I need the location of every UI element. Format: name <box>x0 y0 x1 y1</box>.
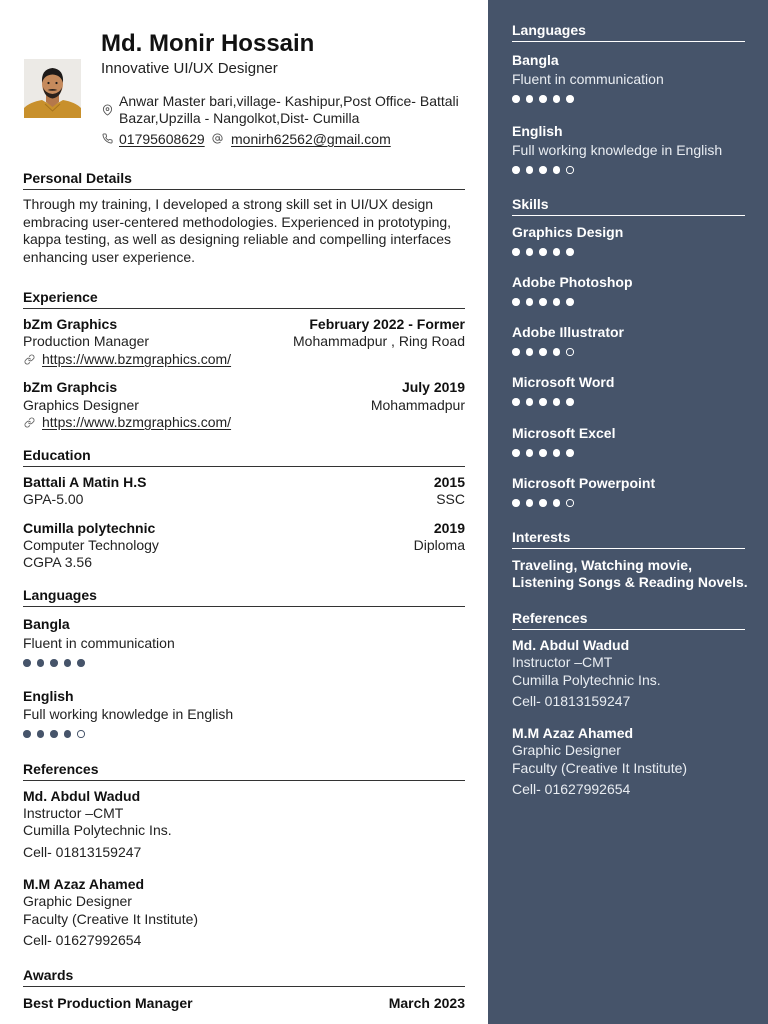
section-heading-experience: Experience <box>23 288 465 309</box>
rating-dot-filled <box>77 659 85 667</box>
map-pin-icon <box>102 104 113 116</box>
rating-dot-filled <box>526 95 534 103</box>
language-description: Full working knowledge in English <box>23 706 234 722</box>
rating-dot-filled <box>37 730 45 738</box>
sidebar-heading-references: References <box>512 609 745 630</box>
sidebar-heading-skills: Skills <box>512 195 745 216</box>
rating-dot-filled <box>512 248 520 256</box>
rating-dot-empty <box>77 730 85 738</box>
sidebar-reference-phone: Cell- 01627992654 <box>512 781 631 797</box>
personal-summary: Through my training, I developed a strong skill set in UI/UX design embracing user-centered methodologies. Experienced in prototyping, kappa testing, as well as designing reliable and compelling interfaces enhancing user experience. <box>23 196 452 265</box>
rating-dot-empty <box>566 499 574 507</box>
award-date: March 2023 <box>388 995 465 1011</box>
rating-dot-filled <box>23 730 31 738</box>
rating-dot-filled <box>512 398 520 406</box>
sidebar-heading-languages: Languages <box>512 21 745 42</box>
experience-role: Graphics Designer <box>23 397 139 413</box>
language-description: Fluent in communication <box>23 635 175 651</box>
rating-dot-filled <box>539 298 547 306</box>
rating-dot-filled <box>50 730 58 738</box>
rating-dot-filled <box>553 348 561 356</box>
sidebar-language-description: Full working knowledge in English <box>512 142 723 158</box>
sidebar-language-description: Fluent in communication <box>512 71 664 87</box>
rating-dot-filled <box>553 298 561 306</box>
education-detail: CGPA 3.56 <box>23 554 93 570</box>
rating-dot-filled <box>553 248 561 256</box>
experience-website-link[interactable]: https://www.bzmgraphics.com/ <box>42 414 232 430</box>
profile-photo <box>24 59 81 118</box>
rating-dot-filled <box>50 659 58 667</box>
sidebar-heading-interests: Interests <box>512 528 745 549</box>
section-heading-education: Education <box>23 446 465 467</box>
section-heading-awards: Awards <box>23 966 465 987</box>
sidebar-language-name: English <box>512 123 563 139</box>
rating-dot-filled <box>512 348 520 356</box>
education-school: Cumilla polytechnic <box>23 520 156 536</box>
skill-name: Microsoft Powerpoint <box>512 475 656 491</box>
rating-dot-filled <box>539 248 547 256</box>
rating-dot-filled <box>512 298 520 306</box>
skill-rating <box>512 248 574 256</box>
sidebar-language-rating <box>512 95 574 103</box>
rating-dot-filled <box>64 659 72 667</box>
rating-dot-empty <box>566 348 574 356</box>
rating-dot-filled <box>512 499 520 507</box>
sidebar-reference-position: Graphic Designer <box>512 742 621 758</box>
rating-dot-filled <box>526 298 534 306</box>
education-degree: SSC <box>436 491 465 507</box>
link-icon <box>24 417 35 428</box>
rating-dot-filled <box>566 248 574 256</box>
rating-dot-filled <box>526 449 534 457</box>
rating-dot-filled <box>539 95 547 103</box>
rating-dot-filled <box>553 449 561 457</box>
skill-rating <box>512 499 574 507</box>
rating-dot-filled <box>526 398 534 406</box>
rating-dot-filled <box>23 659 31 667</box>
language-rating <box>23 730 85 738</box>
section-heading-personal-details: Personal Details <box>23 169 465 190</box>
language-rating <box>23 659 85 667</box>
contact-address: Anwar Master bari,village- Kashipur,Post Office- Battali Bazar,Upzilla - Nangolkot,Dist- Cumilla <box>119 93 459 126</box>
skill-rating <box>512 298 574 306</box>
rating-dot-filled <box>64 730 72 738</box>
experience-company: bZm Graphcis <box>23 379 118 395</box>
skill-name: Adobe Illustrator <box>512 324 625 340</box>
education-detail: Computer Technology <box>23 537 159 553</box>
candidate-name: Md. Monir Hossain <box>101 30 315 57</box>
rating-dot-filled <box>553 499 561 507</box>
sidebar-reference-name: M.M Azaz Ahamed <box>512 725 634 741</box>
rating-dot-filled <box>566 449 574 457</box>
rating-dot-filled <box>512 95 520 103</box>
rating-dot-filled <box>526 499 534 507</box>
skill-name: Adobe Photoshop <box>512 274 633 290</box>
section-heading-references: References <box>23 760 465 781</box>
sidebar-reference-name: Md. Abdul Wadud <box>512 637 630 653</box>
reference-name: M.M Azaz Ahamed <box>23 876 145 892</box>
rating-dot-filled <box>553 398 561 406</box>
skill-rating <box>512 398 574 406</box>
rating-dot-filled <box>37 659 45 667</box>
phone-icon <box>102 133 113 144</box>
experience-location: Mohammadpur , Ring Road <box>293 333 465 349</box>
rating-dot-filled <box>539 348 547 356</box>
sidebar-language-name: Bangla <box>512 52 559 68</box>
section-heading-languages: Languages <box>23 586 465 607</box>
education-degree: Diploma <box>413 537 465 553</box>
reference-organization: Faculty (Creative It Institute) <box>23 911 199 927</box>
rating-dot-filled <box>539 166 547 174</box>
profile-photo-image <box>24 59 81 118</box>
contact-phone-link[interactable]: 01795608629 <box>119 131 205 147</box>
rating-dot-filled <box>526 248 534 256</box>
at-sign-icon <box>212 133 223 144</box>
sidebar <box>488 0 768 1024</box>
sidebar-language-rating <box>512 166 574 174</box>
skill-name: Graphics Design <box>512 224 624 240</box>
rating-dot-filled <box>566 95 574 103</box>
reference-organization: Cumilla Polytechnic Ins. <box>23 822 172 838</box>
skill-name: Microsoft Word <box>512 374 615 390</box>
contact-email-link[interactable]: monirh62562@gmail.com <box>231 131 391 147</box>
rating-dot-filled <box>526 166 534 174</box>
experience-date: July 2019 <box>401 379 465 395</box>
education-year: 2019 <box>433 520 465 536</box>
skill-name: Microsoft Excel <box>512 425 616 441</box>
candidate-title: Innovative UI/UX Designer <box>101 60 278 77</box>
experience-company: bZm Graphics <box>23 316 118 332</box>
education-detail: GPA-5.00 <box>23 491 84 507</box>
rating-dot-filled <box>566 298 574 306</box>
rating-dot-filled <box>553 95 561 103</box>
link-icon <box>24 354 35 365</box>
reference-phone: Cell- 01627992654 <box>23 932 142 948</box>
skill-rating <box>512 449 574 457</box>
sidebar-reference-organization: Faculty (Creative It Institute) <box>512 760 688 776</box>
reference-position: Instructor –CMT <box>23 805 124 821</box>
language-name: Bangla <box>23 616 70 632</box>
rating-dot-empty <box>566 166 574 174</box>
award-title: Best Production Manager <box>23 995 193 1011</box>
sidebar-reference-phone: Cell- 01813159247 <box>512 693 631 709</box>
rating-dot-filled <box>526 348 534 356</box>
rating-dot-filled <box>566 398 574 406</box>
reference-position: Graphic Designer <box>23 893 132 909</box>
experience-location: Mohammadpur <box>370 397 465 413</box>
education-school: Battali A Matin H.S <box>23 474 147 490</box>
interests-text: Traveling, Watching movie, Listening Songs & Reading Novels. <box>512 557 748 590</box>
rating-dot-filled <box>512 166 520 174</box>
rating-dot-filled <box>553 166 561 174</box>
rating-dot-filled <box>512 449 520 457</box>
reference-phone: Cell- 01813159247 <box>23 844 142 860</box>
language-name: English <box>23 688 74 704</box>
rating-dot-filled <box>539 499 547 507</box>
sidebar-reference-position: Instructor –CMT <box>512 654 613 670</box>
experience-role: Production Manager <box>23 333 150 349</box>
rating-dot-filled <box>539 449 547 457</box>
experience-website-link[interactable]: https://www.bzmgraphics.com/ <box>42 351 232 367</box>
rating-dot-filled <box>539 398 547 406</box>
skill-rating <box>512 348 574 356</box>
education-year: 2015 <box>433 474 465 490</box>
experience-date: February 2022 - Former <box>309 316 465 332</box>
sidebar-reference-organization: Cumilla Polytechnic Ins. <box>512 672 661 688</box>
reference-name: Md. Abdul Wadud <box>23 788 141 804</box>
